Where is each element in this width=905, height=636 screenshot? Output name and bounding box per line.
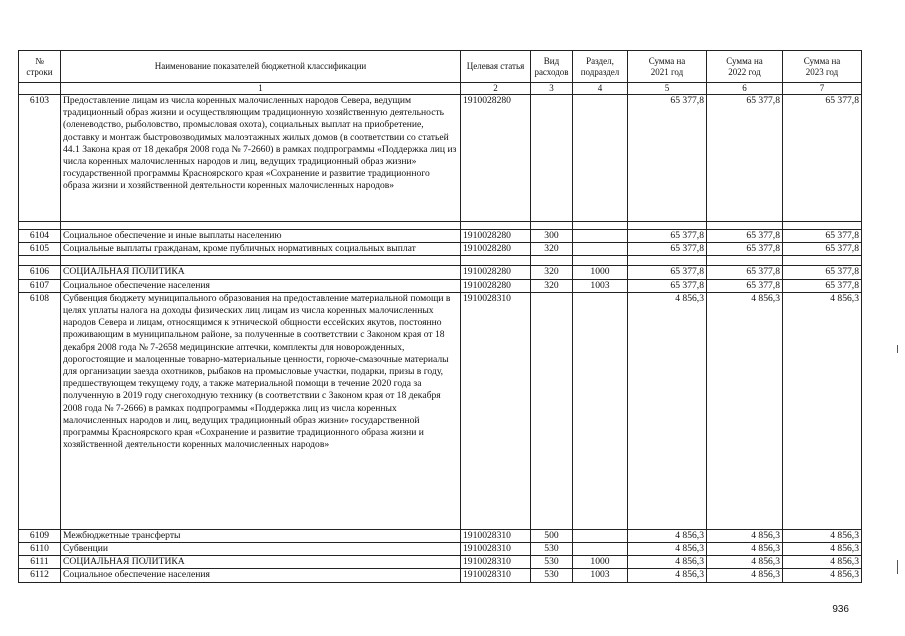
index-cell: 6 — [707, 83, 783, 95]
sum-2021-cell: 4 856,3 — [628, 543, 707, 556]
sum-2021-cell: 65 377,8 — [628, 279, 707, 292]
indicator-name-cell: Предоставление лицам из числа коренных малочисленных народов Севера, ведущим традиционный образ жизни и осуществляющим традиционную хозяйственную деятельность (оленеводство, рыболовство, промысловая охота), социальных выплат на приобретение, доставку и монтаж быстровозводимых малоэтажных жилых домов (в соответствии со статьей 44.1 Закона края от 18 декабря 2008 года № 7-2660) в рамках подпрограммы «Поддержка лиц из числа коренных малочисленных народов и лиц, ведущих традиционный образ жизни» государственной программы Красноярского края «Сохранение и развитие традиционного образа жизни и хозяйственной деятельности коренных малочисленных народов» — [61, 95, 461, 222]
spacer-cell — [573, 256, 628, 266]
index-cell: 3 — [531, 83, 573, 95]
sum-2022-cell: 65 377,8 — [707, 230, 783, 243]
sum-2021-cell: 65 377,8 — [628, 230, 707, 243]
header-row-number: № строки — [19, 51, 61, 83]
spacer-cell — [783, 256, 862, 266]
target-article-cell: 1910028280 — [461, 230, 531, 243]
section-code-cell: 1003 — [573, 279, 628, 292]
header-sum-2022: Сумма на 2022 год — [707, 51, 783, 83]
expense-type-cell: 530 — [531, 556, 573, 569]
row-number-cell: 6104 — [19, 230, 61, 243]
spacer-cell — [783, 222, 862, 230]
section-code-cell — [573, 95, 628, 222]
index-cell: 4 — [573, 83, 628, 95]
spacer-row — [19, 256, 862, 266]
row-number-cell: 6106 — [19, 266, 61, 279]
table-header-row — [19, 51, 862, 83]
row-number-cell: 6112 — [19, 569, 61, 582]
sum-2022-cell: 4 856,3 — [707, 529, 783, 542]
table-row — [19, 556, 862, 569]
indicator-name-cell: Межбюджетные трансферты — [61, 529, 461, 542]
target-article-cell: 1910028310 — [461, 569, 531, 582]
spacer-cell — [531, 256, 573, 266]
row-number-cell: 6110 — [19, 543, 61, 556]
section-code-cell: 1003 — [573, 569, 628, 582]
spacer-cell — [573, 222, 628, 230]
table-row — [19, 529, 862, 542]
sum-2023-cell: 65 377,8 — [783, 230, 862, 243]
header-indicator-name: Наименование показателей бюджетной классификации — [61, 51, 461, 83]
row-number-cell: 6103 — [19, 95, 61, 222]
header-expense-type: Вид расходов — [531, 51, 573, 83]
sum-2021-cell: 4 856,3 — [628, 569, 707, 582]
expense-type-cell: 300 — [531, 230, 573, 243]
sum-2022-cell: 4 856,3 — [707, 543, 783, 556]
section-code-cell — [573, 529, 628, 542]
spacer-cell — [61, 256, 461, 266]
index-cell: 5 — [628, 83, 707, 95]
indicator-name-cell: Социальные выплаты гражданам, кроме публичных нормативных социальных выплат — [61, 243, 461, 256]
spacer-cell — [628, 256, 707, 266]
sum-2023-cell: 4 856,3 — [783, 569, 862, 582]
sum-2023-cell: 4 856,3 — [783, 543, 862, 556]
expense-type-cell: 530 — [531, 569, 573, 582]
table-row — [19, 95, 862, 222]
sum-2021-cell: 65 377,8 — [628, 243, 707, 256]
sum-2023-cell: 4 856,3 — [783, 292, 862, 529]
spacer-cell — [461, 256, 531, 266]
row-number-cell: 6111 — [19, 556, 61, 569]
indicator-name-cell: СОЦИАЛЬНАЯ ПОЛИТИКА — [61, 556, 461, 569]
expense-type-cell — [531, 95, 573, 222]
scan-edge-mark — [897, 560, 898, 574]
spacer-cell — [628, 222, 707, 230]
section-code-cell: 1000 — [573, 556, 628, 569]
target-article-cell: 1910028280 — [461, 279, 531, 292]
table-row — [19, 230, 862, 243]
indicator-name-cell: СОЦИАЛЬНАЯ ПОЛИТИКА — [61, 266, 461, 279]
expense-type-cell: 500 — [531, 529, 573, 542]
spacer-cell — [707, 256, 783, 266]
index-cell — [19, 83, 61, 95]
indicator-name-cell: Социальное обеспечение населения — [61, 279, 461, 292]
header-target-article: Целевая статья — [461, 51, 531, 83]
sum-2021-cell: 65 377,8 — [628, 266, 707, 279]
row-number-cell: 6109 — [19, 529, 61, 542]
row-number-cell: 6107 — [19, 279, 61, 292]
spacer-row — [19, 222, 862, 230]
spacer-cell — [461, 222, 531, 230]
spacer-cell — [19, 222, 61, 230]
section-code-cell — [573, 292, 628, 529]
table-row — [19, 543, 862, 556]
row-number-cell: 6108 — [19, 292, 61, 529]
page-number: 936 — [832, 604, 849, 615]
sum-2023-cell: 4 856,3 — [783, 556, 862, 569]
spacer-cell — [19, 256, 61, 266]
sum-2022-cell: 65 377,8 — [707, 95, 783, 222]
expense-type-cell: 320 — [531, 266, 573, 279]
table-row — [19, 266, 862, 279]
header-sum-2023: Сумма на 2023 год — [783, 51, 862, 83]
sum-2021-cell: 4 856,3 — [628, 556, 707, 569]
table-row — [19, 569, 862, 582]
sum-2022-cell: 4 856,3 — [707, 556, 783, 569]
expense-type-cell: 530 — [531, 543, 573, 556]
section-code-cell — [573, 243, 628, 256]
sum-2021-cell: 65 377,8 — [628, 95, 707, 222]
target-article-cell: 1910028310 — [461, 543, 531, 556]
index-cell: 1 — [61, 83, 461, 95]
table-row — [19, 279, 862, 292]
table-row — [19, 292, 862, 529]
sum-2022-cell: 4 856,3 — [707, 292, 783, 529]
spacer-cell — [707, 222, 783, 230]
indicator-name-cell: Социальное обеспечение и иные выплаты населению — [61, 230, 461, 243]
table-row — [19, 243, 862, 256]
sum-2021-cell: 4 856,3 — [628, 529, 707, 542]
sum-2023-cell: 4 856,3 — [783, 529, 862, 542]
target-article-cell: 1910028280 — [461, 243, 531, 256]
sum-2023-cell: 65 377,8 — [783, 95, 862, 222]
section-code-cell — [573, 230, 628, 243]
sum-2023-cell: 65 377,8 — [783, 266, 862, 279]
column-index-row — [19, 83, 862, 95]
indicator-name-cell: Социальное обеспечение населения — [61, 569, 461, 582]
spacer-cell — [531, 222, 573, 230]
row-number-cell: 6105 — [19, 243, 61, 256]
index-cell: 7 — [783, 83, 862, 95]
index-cell: 2 — [461, 83, 531, 95]
target-article-cell: 1910028310 — [461, 556, 531, 569]
sum-2021-cell: 4 856,3 — [628, 292, 707, 529]
target-article-cell: 1910028280 — [461, 266, 531, 279]
indicator-name-cell: Субвенция бюджету муниципального образования на предоставление материальной помощи в целях уплаты налога на доходы физических лиц лицам из числа коренных малочисленных народов Севера и лицам, относящимся к этнической общности ессейских якутов, постоянно проживающим в муниципальном районе, за полученные в соответствии с Законом края от 18 декабря 2008 года № 7-2658 медицинские аптечки, комплекты для новорожденных, дорогостоящие и малоценные товарно-материальные ценности, горюче-смазочные материалы для организации заезда охотников, рыбаков на промысловые участки, подарки, призы в году, предшествующем текущему году, а также материальной помощи в течение 2020 года за полученную в 2019 году снегоходную технику (в соответствии с Законом края от 18 декабря 2008 года № 7-2666) в рамках подпрограммы «Поддержка лиц из числа коренных малочисленных народов и лиц, ведущих традиционный образ жизни» государственной программы Красноярского края «Сохранение и развитие традиционного образа жизни и хозяйственной деятельности коренных малочисленных народов» — [61, 292, 461, 529]
header-sum-2021: Сумма на 2021 год — [628, 51, 707, 83]
spacer-cell — [61, 222, 461, 230]
budget-table — [18, 50, 862, 583]
sum-2023-cell: 65 377,8 — [783, 243, 862, 256]
scan-edge-mark — [897, 345, 898, 353]
sum-2022-cell: 65 377,8 — [707, 279, 783, 292]
sum-2022-cell: 4 856,3 — [707, 569, 783, 582]
sum-2023-cell: 65 377,8 — [783, 279, 862, 292]
expense-type-cell — [531, 292, 573, 529]
target-article-cell: 1910028310 — [461, 529, 531, 542]
indicator-name-cell: Субвенции — [61, 543, 461, 556]
target-article-cell: 1910028310 — [461, 292, 531, 529]
header-section: Раздел, подраздел — [573, 51, 628, 83]
expense-type-cell: 320 — [531, 279, 573, 292]
section-code-cell — [573, 543, 628, 556]
target-article-cell: 1910028280 — [461, 95, 531, 222]
section-code-cell: 1000 — [573, 266, 628, 279]
sum-2022-cell: 65 377,8 — [707, 243, 783, 256]
sum-2022-cell: 65 377,8 — [707, 266, 783, 279]
expense-type-cell: 320 — [531, 243, 573, 256]
